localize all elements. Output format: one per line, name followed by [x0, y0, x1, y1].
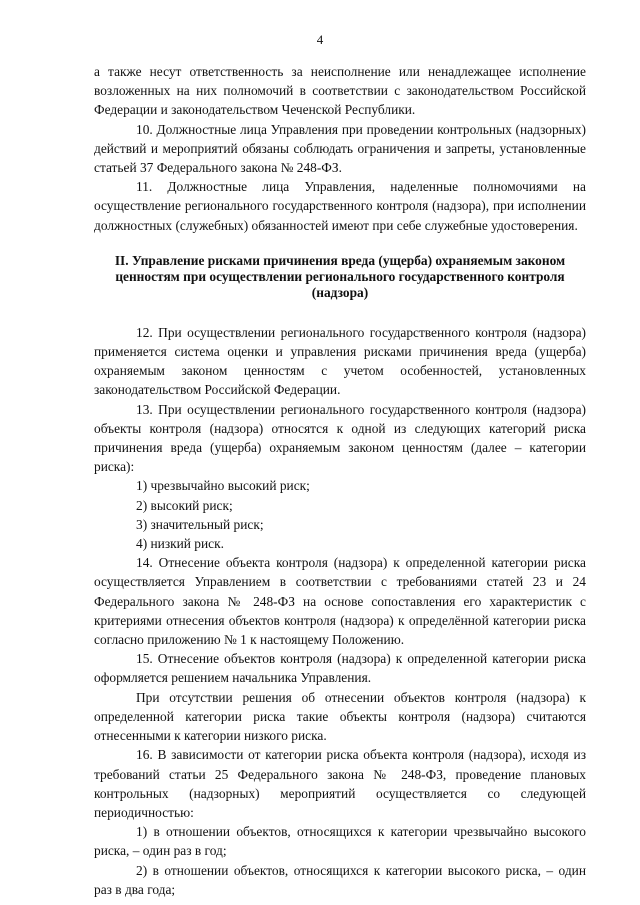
- paragraph-12: 12. При осуществлении регионального государственного контроля (надзора) применяется система оценки и управления рисками причинения вреда (ущерба) охраняемым законом ценностям с учетом особенностей, установленных законодательством Российской Федерации.: [94, 324, 586, 398]
- paragraph-16: 16. В зависимости от категории риска объекта контроля (надзора), исходя из требований статьи 25 Федерального закона № 248-ФЗ, проведение плановых контрольных (надзорных) мероприятий осуществляется со следующей периодичностью:: [94, 747, 586, 820]
- risk-list-item: 2) высокий риск;: [136, 497, 233, 513]
- paragraph-11: 11. Должностные лица Управления, наделенные полномочиями на осуществление регионального государственного контроля (надзора), при исполнении должностных (служебных) обязанностей имеют при себе служебные удостоверения.: [94, 179, 586, 233]
- paragraph-continuation: а также несут ответственность за неисполнение или ненадлежащее исполнение возложенных на них полномочий в соответствии с законодательством Российской Федерации и законодательством Чеченской Республики.: [94, 64, 586, 118]
- paragraph-15-note: При отсутствии решения об отнесении объектов контроля (надзора) к определенной категории риска такие объекты контроля (надзора) считаются отнесенными к категории низкого риска.: [94, 689, 586, 744]
- risk-list-item: 1) чрезвычайно высокий риск;: [136, 478, 310, 494]
- risk-list-item: 3) значительный риск;: [136, 516, 264, 532]
- page-number: 4: [316, 32, 324, 47]
- paragraph-15: 15. Отнесение объектов контроля (надзора) к определенной категории риска оформляется решением начальника Управления.: [94, 651, 586, 686]
- paragraph-14: 14. Отнесение объекта контроля (надзора) к определенной категории риска осуществляется Управлением в соответствии с требованиями статей 23 и 24 Федерального закона № 248-ФЗ на основе сопоставления его характеристик с критериями отнесения объектов контроля (надзора) к определённой категории риска согласно приложению № 1 к настоящему Положению.: [94, 555, 586, 648]
- paragraph-13: 13. При осуществлении регионального государственного контроля (надзора) объекты контроля (надзора) относятся к одной из следующих категорий риска причинения вреда (ущерба) охраняемым законом ценностям (далее – категории риска):: [94, 401, 586, 475]
- paragraph-10: 10. Должностные лица Управления при проведении контрольных (надзорных) действий и мероприятий обязаны соблюдать ограничения и запреты, установленные статьей 37 Федерального закона № 248-ФЗ.: [94, 121, 586, 176]
- risk-list-item: 4) низкий риск.: [136, 536, 224, 552]
- document-content: [94, 62, 586, 899]
- section-title: II. Управление рисками причинения вреда (ущерба) охраняемым законом ценностям при осуществлении регионального государственного контроля (надзора): [114, 252, 566, 300]
- paragraph-16-item-2: 2) в отношении объектов, относящихся к категории высокого риска, – один раз в два года;: [94, 862, 586, 897]
- paragraph-16-item-1: 1) в отношении объектов, относящихся к категории чрезвычайно высокого риска, – один раз в год;: [94, 824, 586, 859]
